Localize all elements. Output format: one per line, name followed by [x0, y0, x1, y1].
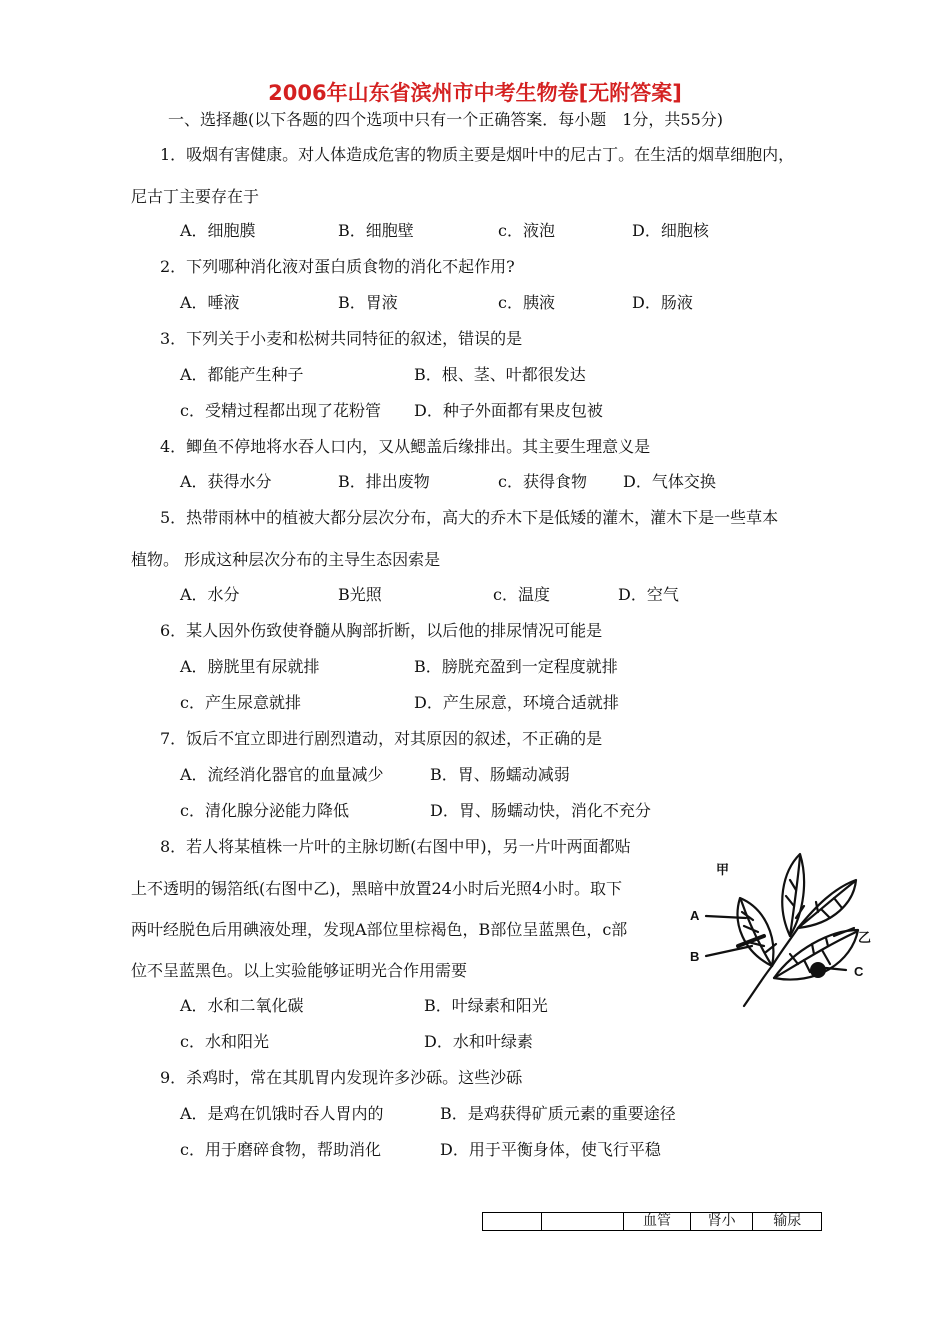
q6-option-d: D．产生尿意，环境合适就排: [414, 693, 619, 712]
q1-option-a: A．细胞膜: [180, 221, 256, 240]
page-title: 2006年山东省滨州市中考生物卷[无附答案]: [268, 81, 682, 105]
question-1-line-2: 尼古丁主要存在于: [131, 187, 260, 206]
q5-option-d: D．空气: [618, 585, 679, 604]
q9-option-a: A．是鸡在饥饿时吞人胃内的: [180, 1104, 384, 1123]
q6-option-b: B．膀胱充盈到一定程度就排: [414, 657, 618, 676]
q2-option-a: A．唾液: [180, 293, 240, 312]
label-c: C: [854, 964, 864, 979]
q6-option-a: A．膀胱里有尿就排: [180, 657, 320, 676]
question-3-line-1: 3．下列关于小麦和松树共同特征的叙述，错误的是: [160, 329, 523, 348]
q1-option-d: D．细胞核: [632, 221, 709, 240]
q3-option-d: D．种子外面都有果皮包被: [414, 401, 603, 420]
q4-option-c: c．获得食物: [498, 472, 587, 491]
q7-option-d: D．胃、肠蠕动快，消化不充分: [430, 801, 651, 820]
q2-option-c: c．胰液: [498, 293, 555, 312]
q8-option-b: B．叶绿素和阳光: [424, 996, 548, 1015]
q4-option-d: D．气体交换: [623, 472, 716, 491]
q1-option-c: c．液泡: [498, 221, 555, 240]
q3-option-c: c．受精过程都出现了花粉管: [180, 401, 381, 420]
q2-option-d: D．肠液: [632, 293, 693, 312]
q7-option-b: B．胃、肠蠕动减弱: [430, 765, 570, 784]
question-5-line-2: 植物。 形成这种层次分布的主导生态因索是: [131, 550, 441, 569]
q4-option-a: A．获得水分: [180, 472, 272, 491]
section-heading: 一、选择趣(以下各题的四个选项中只有一个正确答案．每小题 1分，共55分): [168, 110, 724, 129]
question-6-line-1: 6．某人因外伤致使脊髓从胸部折断，以后他的排尿情况可能是: [160, 621, 603, 640]
question-1-line-1: 1．吸烟有害健康。对人体造成危害的物质主要是烟叶中的尼古丁。在生活的烟草细胞内，: [160, 145, 795, 164]
q3-option-a: A．都能产生种子: [180, 365, 304, 384]
table-cell: 输尿: [752, 1213, 821, 1230]
leader-a: [706, 916, 746, 918]
label-jia: 甲: [716, 862, 730, 877]
label-yi: 乙: [858, 930, 872, 945]
question-8-line-1: 8．若人将某植株一片叶的主脉切断(右图中甲)，另一片叶两面都贴: [160, 837, 631, 856]
q7-option-c: c．清化腺分泌能力降低: [180, 801, 349, 820]
q4-option-b: B．排出废物: [338, 472, 430, 491]
q8-option-d: D．水和叶绿素: [424, 1032, 533, 1051]
question-7-line-1: 7．饭后不宜立即进行剧烈遣动，对其原因的叙述，不正确的是: [160, 729, 603, 748]
q8-option-c: c．水和阳光: [180, 1032, 269, 1051]
table-cell: 肾小: [690, 1213, 753, 1230]
q5-option-c: c．温度: [493, 585, 550, 604]
question-8-line-3: 两叶经脱色后用碘液处理，发现A部位里棕褐色，B部位呈蓝黑色，c部: [131, 920, 628, 939]
question-8-line-4: 位不呈蓝黑色。以上实验能够证明光合作用需要: [131, 961, 468, 980]
q9-option-b: B．是鸡获得矿质元素的重要途径: [440, 1104, 676, 1123]
q2-option-b: B．胃液: [338, 293, 398, 312]
q9-option-d: D．用于平衡身体，使飞行平稳: [440, 1140, 661, 1159]
q5-option-a: A．水分: [180, 585, 240, 604]
label-b: B: [690, 949, 700, 964]
leader-b: [706, 946, 752, 956]
label-a: A: [690, 908, 700, 923]
q1-option-b: B．细胞壁: [338, 221, 414, 240]
q7-option-a: A．流经消化器官的血量减少: [180, 765, 384, 784]
q5-option-b: B光照: [338, 585, 382, 604]
table-cell: 血管: [623, 1213, 690, 1230]
table-cell: [541, 1213, 624, 1230]
q6-option-c: c．产生尿意就排: [180, 693, 301, 712]
table-cell: [483, 1213, 541, 1230]
question-4-line-1: 4．鲫鱼不停地将水吞人口内，又从鳃盖后缘排出。其主要生理意义是: [160, 437, 651, 456]
leaf-experiment-figure: [686, 846, 886, 1026]
q9-option-c: c．用于磨碎食物，帮助消化: [180, 1140, 381, 1159]
q8-option-a: A．水和二氧化碳: [180, 996, 304, 1015]
question-5-line-1: 5．热带雨林中的植被大都分层次分布，高大的乔木下是低矮的灌木，灌木下是一些草本: [160, 508, 779, 527]
table-header-row: [482, 1212, 822, 1231]
question-2-line-1: 2．下列哪种消化液对蛋白质食物的消化不起作用?: [160, 257, 515, 276]
question-8-line-2: 上不透明的锡箔纸(右图中乙)，黑暗中放置24小时后光照4小时。取下: [131, 879, 623, 898]
question-9-line-1: 9．杀鸡时，常在其肌胃内发现许多沙砾。这些沙砾: [160, 1068, 523, 1087]
q3-option-b: B．根、茎、叶都很发达: [414, 365, 586, 384]
foil-spot: [810, 962, 826, 978]
